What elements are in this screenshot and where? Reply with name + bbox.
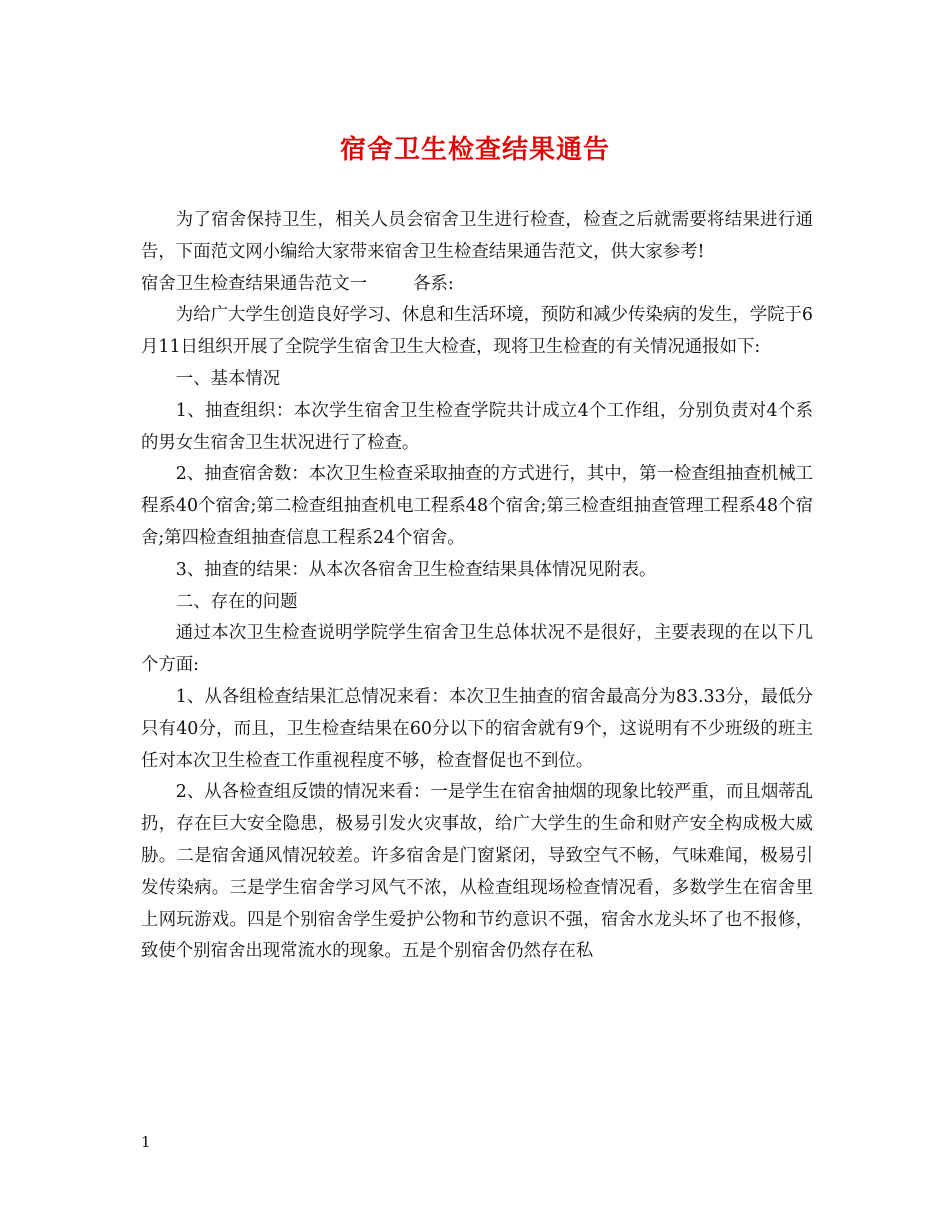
body-paragraph: 为给广大学生创造良好学习、休息和生活环境，预防和减少传染病的发生，学院于6月11日组织开展了全院学生宿舍卫生大检查，现将卫生检查的有关情况通报如下: [141,305,813,358]
section-heading: 二、存在的问题 [175,591,298,612]
subtitle-line [141,269,813,301]
section-heading: 一、基本情况 [175,368,281,389]
document-body [141,205,813,968]
document-title: 宿舍卫生检查结果通告 [339,135,610,165]
body-paragraph: 2、从各检查组反馈的情况来看：一是学生在宿舍抽烟的现象比较严重，而且烟蒂乱扔，存在巨大安全隐患，极易引发火灾事故，给广大学生的生命和财产安全构成极大威胁。二是宿舍通风情况较差。许多宿舍是门窗紧闭，导致空气不畅，气味难闻，极易引发传染病。三是学生宿舍学习风气不浓，从检查组现场检查情况看，多数学生在宿舍里上网玩游戏。四是个别宿舍学生爱护公物和节约意识不强，宿舍水龙头坏了也不报修，致使个别宿舍出现常流水的现象。五是个别宿舍仍然存在私 [141,782,813,962]
subtitle-text: 宿舍卫生检查结果通告范文一 [141,273,368,294]
body-paragraph: 1、抽查组织：本次学生宿舍卫生检查学院共计成立4个工作组，分别负责对4个系的男女生宿舍卫生状况进行了检查。 [141,400,813,453]
body-paragraph: 1、从各组检查结果汇总情况来看：本次卫生抽查的宿舍最高分为83.33分，最低分只有40分，而且，卫生检查结果在60分以下的宿舍就有9个，这说明有不少班级的班主任对本次卫生检查工作重视程度不够，检查督促也不到位。 [141,686,813,771]
salutation-text: 各系: [413,273,454,294]
body-paragraph: 通过本次卫生检查说明学院学生宿舍卫生总体状况不是很好，主要表现的在以下几个方面: [141,623,813,676]
body-paragraph: 3、抽查的结果：从本次各宿舍卫生检查结果具体情况见附表。 [175,559,657,580]
body-paragraph: 2、抽查宿舍数：本次卫生检查采取抽查的方式进行，其中，第一检查组抽查机械工程系40个宿舍;第二检查组抽查机电工程系48个宿舍;第三检查组抽查管理工程系48个宿舍;第四检查组抽查信息工程系24个宿舍。 [141,464,813,548]
page-number: 1 [141,1133,151,1151]
intro-paragraph: 为了宿舍保持卫生，相关人员会宿舍卫生进行检查，检查之后就需要将结果进行通告，下面范文网小编给大家带来宿舍卫生检查结果通告范文，供大家参考! [141,210,813,262]
